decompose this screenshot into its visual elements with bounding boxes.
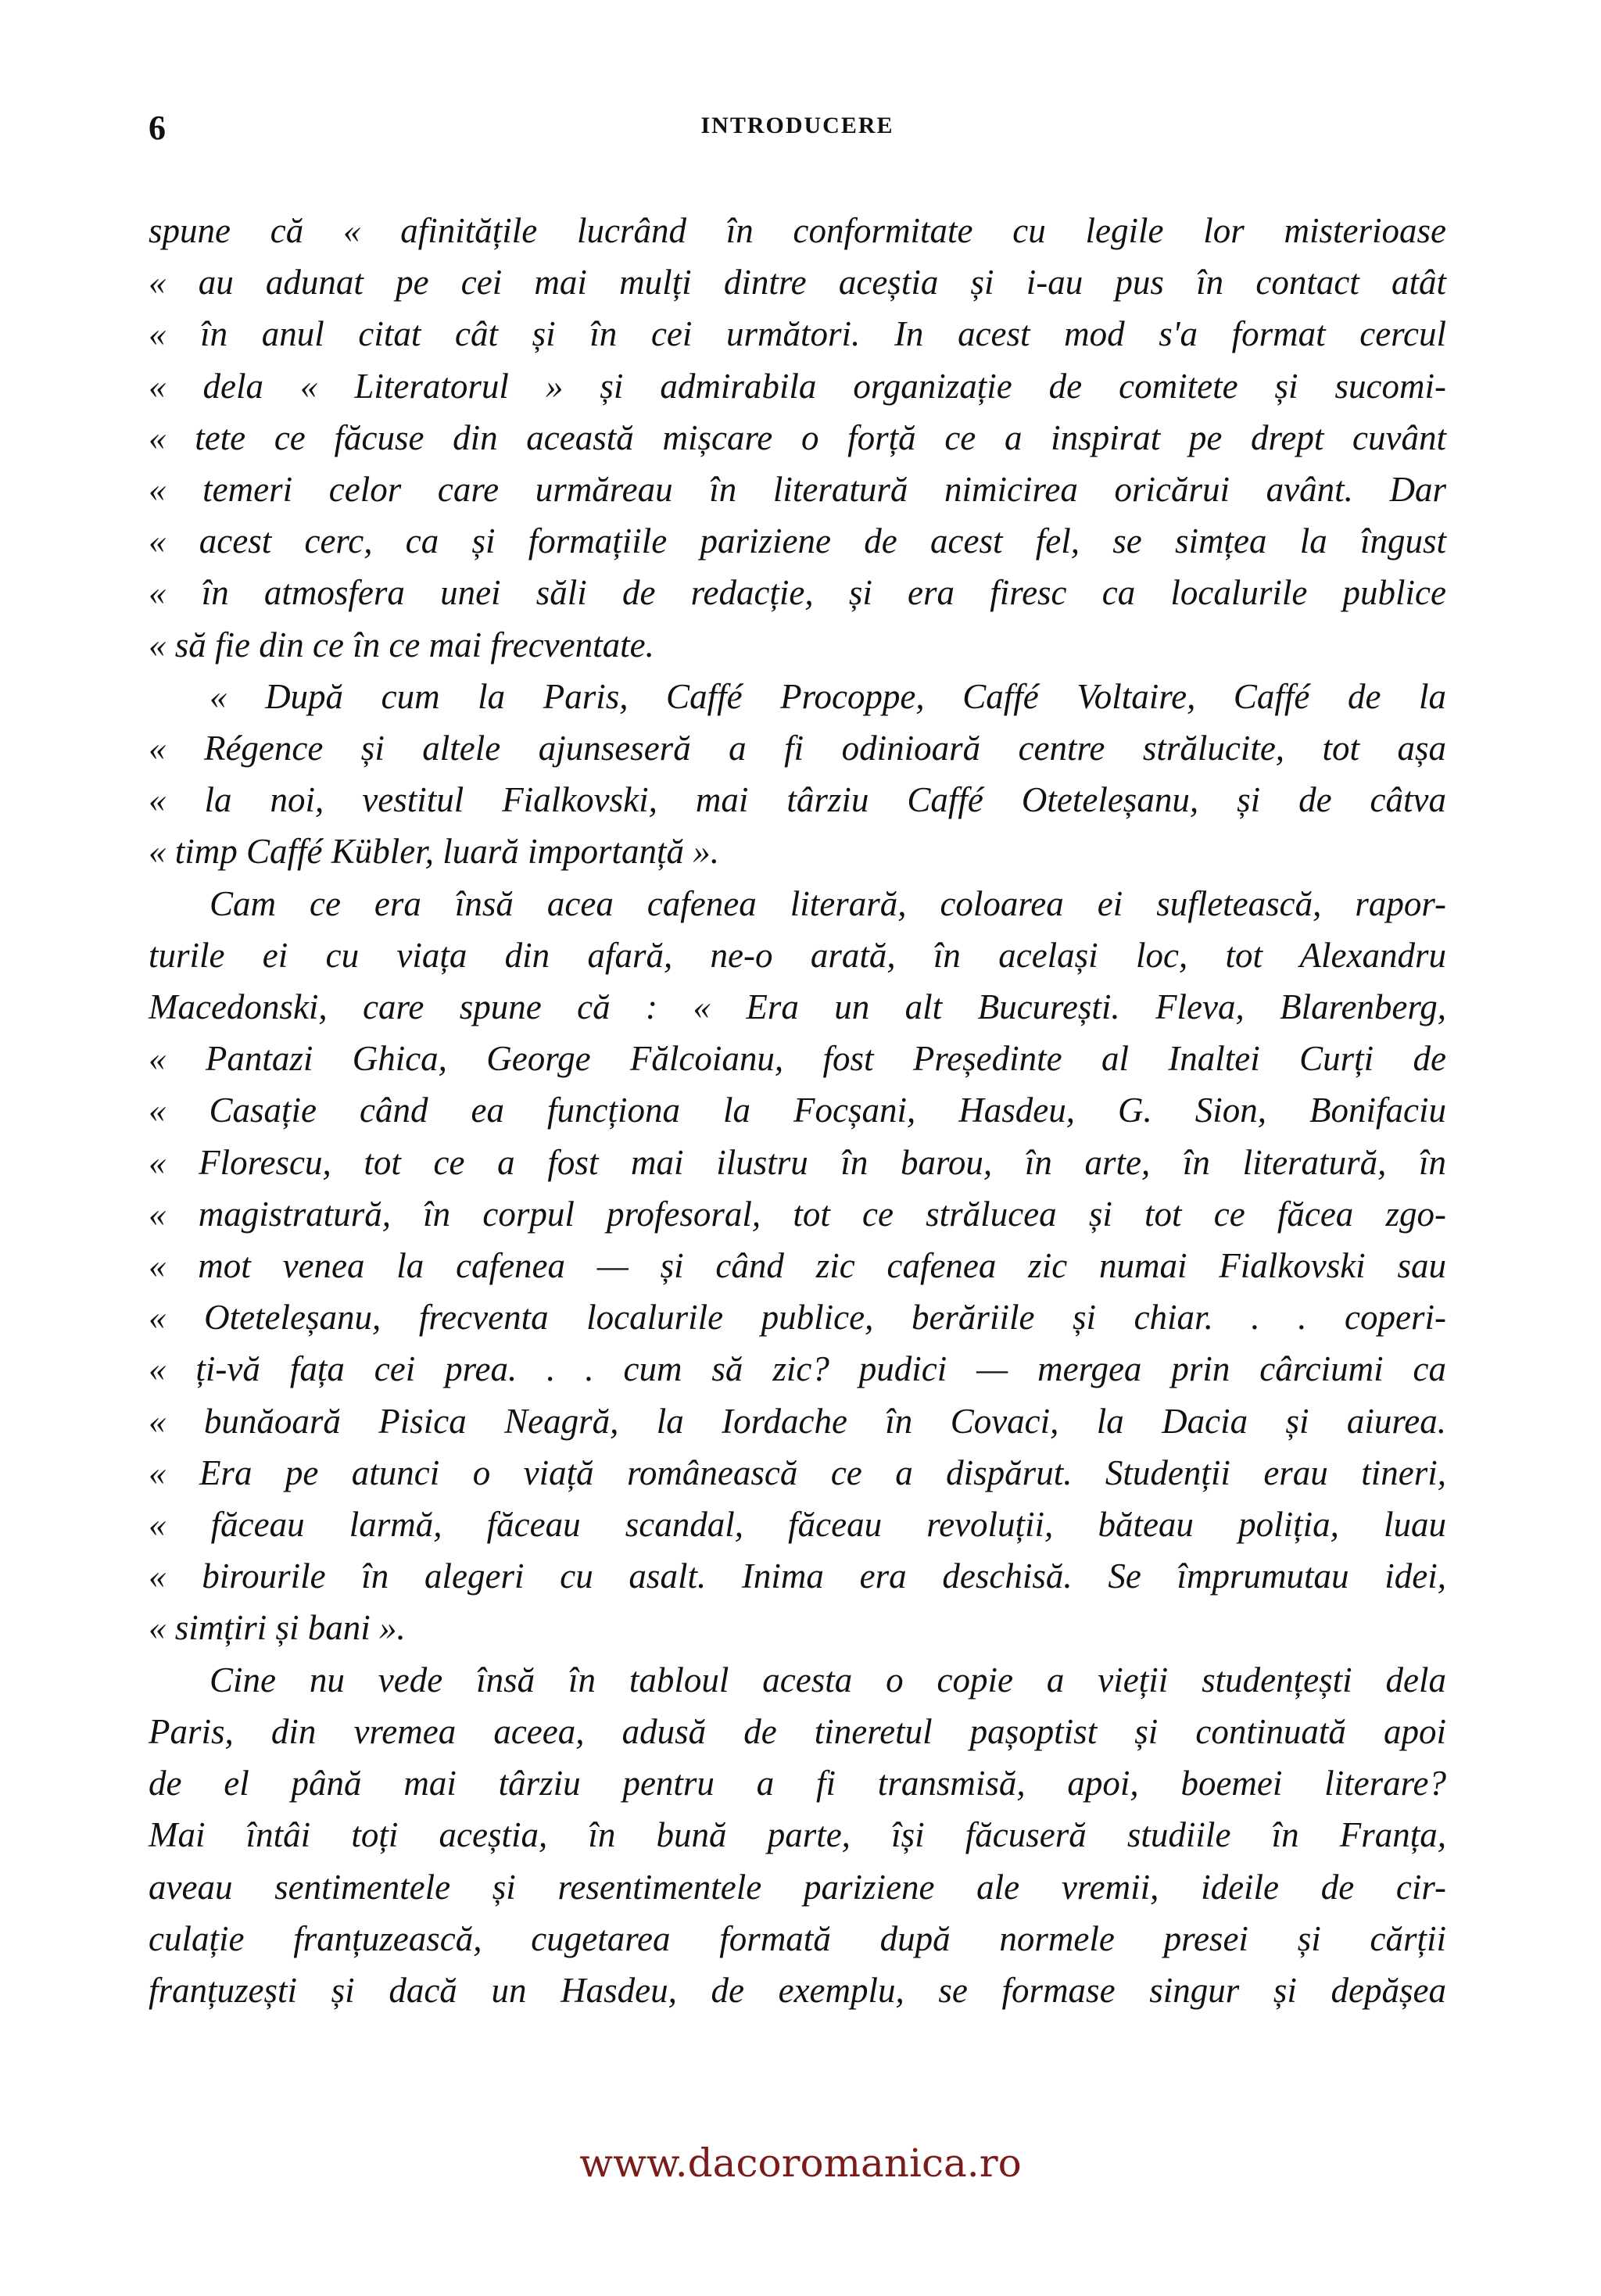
text-line: « birourile în alegeri cu asalt. Inima era deschisă. Se împrumutau idei, [149,1556,1446,1596]
text-line: « Oteteleșanu, frecventa localurile publice, berăriile și chiar. . . coperi- [149,1298,1446,1338]
text-line: « în anul citat cât și în cei următori. In acest mod s'a format cercul [149,314,1446,354]
text-line: « După cum la Paris, Caffé Procoppe, Caffé Voltaire, Caffé de la [210,676,1446,716]
text-line: « să fie din ce în ce mai frecventate. [149,625,654,664]
text-line: spune că « afinitățile lucrând în conformitate cu legile lor misterioase [149,211,1446,250]
paragraph [149,205,1446,671]
text-line: « Era pe atunci o viață românească ce a dispărut. Studenții erau tineri, [149,1452,1446,1492]
site-watermark: www.dacoromanica.ro [579,2140,1022,2186]
text-line: « bunăoară Pisica Neagră, la Iordache în Covaci, la Dacia și aiurea. [149,1401,1446,1441]
text-line: Paris, din vremea aceea, adusă de tineretul pașoptist și continuată apoi [149,1711,1446,1751]
body-text [149,205,1446,2016]
text-line: de el până mai târziu pentru a fi transmisă, apoi, boemei literare? [149,1764,1446,1803]
paragraph [149,671,1446,878]
text-line: « ți-vă fața cei prea. . . cum să zic? pudici — mergea prin cârciumi ca [149,1349,1446,1389]
text-line: « Régence și altele ajunseseră a fi odinioară centre strălucite, tot așa [149,729,1446,768]
text-line: aveau sentimentele și resentimentele pariziene ale vremii, ideile de cir- [149,1867,1446,1907]
running-title: INTRODUCERE [700,113,894,138]
text-line: « Casație când ea funcționa la Focșani, Hasdeu, G. Sion, Bonifaciu [149,1091,1446,1130]
text-line: « tete ce făcuse din această mișcare o forță ce a inspirat pe drept cuvânt [149,417,1446,457]
text-line: « magistratură, în corpul profesoral, tot ce strălucea și tot ce făcea zgo- [149,1194,1446,1234]
text-line: « dela « Literatorul » și admirabila organizație de comitete și sucomi- [149,366,1446,406]
text-line: turile ei cu viața din afară, ne-o arată, în același loc, tot Alexandru [149,935,1446,975]
text-line: « timp Caffé Kübler, luară importanță ». [149,832,720,872]
text-line: « Florescu, tot ce a fost mai ilustru în barou, în arte, în literatură, în [149,1142,1446,1182]
text-line: Mai întâi toți aceștia, în bună parte, își făcuseră studiile în Franța, [149,1815,1446,1855]
text-line: Macedonski, care spune că : « Era un alt București. Fleva, Blarenberg, [149,987,1446,1027]
text-line: « Pantazi Ghica, George Fălcoianu, fost Președinte al Inaltei Curți de [149,1039,1446,1079]
text-line: Cine nu vede însă în tabloul acesta o copie a vieții studențești dela [210,1660,1446,1700]
text-line: « au adunat pe cei mai mulți dintre aceștia și i-au pus în contact atât [149,263,1446,303]
text-line: franțuzești și dacă un Hasdeu, de exemplu, se formase singur și depășea [149,1970,1446,2010]
text-line: « la noi, vestitul Fialkovski, mai târziu Caffé Oteteleșanu, și de câtva [149,780,1446,820]
page-header [149,108,1446,155]
text-line: « simțiri și bani ». [149,1608,406,1648]
text-line: « temeri celor care urmăreau în literatură nimicirea oricărui avânt. Dar [149,470,1446,510]
paragraph [149,1654,1446,2016]
text-line: « mot venea la cafenea — și când zic cafenea zic numai Fialkovski sau [149,1246,1446,1286]
paragraph [149,878,1446,1654]
page-number: 6 [149,109,166,147]
text-line: « făceau larmă, făceau scandal, făceau revoluții, băteau poliția, luau [149,1505,1446,1545]
text-line: « acest cerc, ca și formațiile pariziene de acest fel, se simțea la îngust [149,521,1446,561]
text-line: « în atmosfera unei săli de redacție, și era firesc ca localurile publice [149,573,1446,613]
text-line: culație franțuzească, cugetarea formată după normele presei și cărții [149,1918,1446,1958]
text-line: Cam ce era însă acea cafenea literară, coloarea ei sufletească, rapor- [210,883,1446,923]
